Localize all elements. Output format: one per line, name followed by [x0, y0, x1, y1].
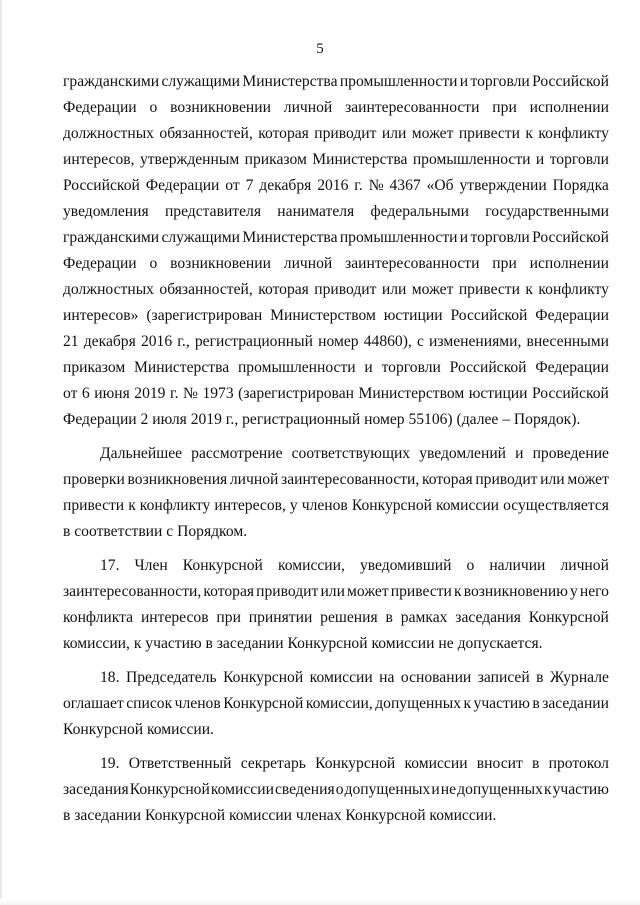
text-line: комиссии, к участию в заседании Конкурсной комиссии не допускается. [63, 635, 543, 652]
paragraph-item-18 [63, 665, 609, 743]
text-line: в заседании Конкурсной комиссии членах Конкурсной комиссии. [63, 807, 497, 824]
paragraph-item-17 [63, 553, 609, 657]
text-line: заинтересованности, которая приводит или может привести к возникновению у него [63, 583, 609, 600]
text-line: 17. Член Конкурсной комиссии, уведомивший о наличии личной [100, 557, 609, 574]
text-line: уведомления представителя нанимателя федеральными государственными [63, 203, 609, 220]
text-line: в соответствии с Порядком. [63, 523, 248, 540]
text-line: интересов, утвержденным приказом Министерства промышленности и торговли [63, 151, 609, 168]
text-line: Федерации о возникновении личной заинтересованности при исполнении [63, 99, 609, 116]
text-line: гражданскими служащими Министерства промышленности и торговли Российской [63, 229, 609, 246]
text-line: Федерации о возникновении личной заинтересованности при исполнении [63, 255, 609, 272]
text-line: должностных обязанностей, которая приводит или может привести к конфликту [63, 281, 609, 298]
paragraph-continuation [63, 69, 609, 433]
scan-bottom-edge [0, 899, 640, 905]
paragraph-item-19 [63, 751, 609, 829]
text-line: 18. Председатель Конкурсной комиссии на основании записей в Журнале [100, 669, 609, 686]
paragraph-further-review [63, 441, 609, 545]
text-line: проверки возникновения личной заинтересованности, которая приводит или может [63, 471, 609, 488]
document-body [63, 69, 609, 829]
text-line: должностных обязанностей, которая приводит или может привести к конфликту [63, 125, 609, 142]
text-line: от 6 июня 2019 г. № 1973 (зарегистрирован Министерством юстиции Российской [63, 385, 609, 402]
text-line: Российской Федерации от 7 декабря 2016 г. № 4367 «Об утверждении Порядка [63, 177, 609, 194]
scan-edge [0, 0, 2, 905]
text-line: привести к конфликту интересов, у членов Конкурсной комиссии осуществляется [63, 497, 609, 514]
text-line: заседания Конкурсной комиссии сведения о допущенных и не допущенных к участию [63, 781, 609, 798]
page-number: 5 [316, 41, 324, 57]
text-line: Дальнейшее рассмотрение соответствующих уведомлений и проведение [100, 445, 609, 462]
text-line: 19. Ответственный секретарь Конкурсной комиссии вносит в протокол [100, 755, 609, 772]
text-line: Федерации 2 июля 2019 г., регистрационный номер 55106) (далее – Порядок). [63, 411, 581, 428]
text-line: 21 декабря 2016 г., регистрационный номер 44860), с изменениями, внесенными [63, 333, 609, 350]
text-line: гражданскими служащими Министерства промышленности и торговли Российской [63, 73, 609, 90]
text-line: Конкурсной комиссии. [63, 721, 214, 738]
text-line: конфликта интересов при принятии решения в рамках заседания Конкурсной [63, 609, 609, 626]
text-line: приказом Министерства промышленности и торговли Российской Федерации [63, 359, 609, 376]
text-line: оглашает список членов Конкурсной комиссии, допущенных к участию в заседании [63, 695, 609, 712]
text-line: интересов» (зарегистрирован Министерством юстиции Российской Федерации [63, 307, 609, 324]
